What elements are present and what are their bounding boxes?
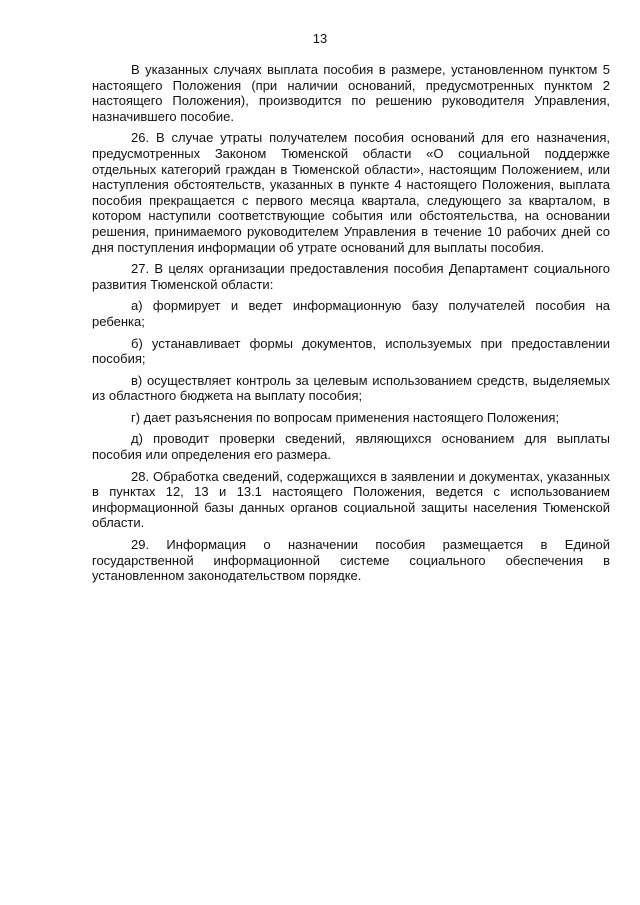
paragraph-payment-cases: В указанных случаях выплата пособия в размере, установленном пунктом 5 настоящего Положения (при наличии оснований, предусмотренных пунктом 2 настоящего Положения), производится по решению руководителя Управления, назначившего пособие.	[92, 62, 610, 124]
paragraph-27-v: в) осуществляет контроль за целевым использованием средств, выделяемых из областного бюджета на выплату пособия;	[92, 372, 610, 404]
document-body	[92, 62, 610, 590]
page-number: 13	[312, 31, 328, 46]
paragraph-28: 28. Обработка сведений, содержащихся в заявлении и документах, указанных в пунктах 12, 13 и 13.1 настоящего Положения, ведется с использованием информационной базы данных органов социальной защиты населения Тюменской области.	[92, 468, 610, 531]
paragraph-29: 29. Информация о назначении пособия размещается в Единой государственной информационной системе социального обеспечения в установленном законодательством порядке.	[92, 537, 610, 584]
paragraph-27-a: а) формирует и ведет информационную базу получателей пособия на ребенка;	[92, 298, 610, 329]
paragraph-27-g: г) дает разъяснения по вопросам применения настоящего Положения;	[131, 409, 560, 425]
paragraph-27-d: д) проводит проверки сведений, являющихся основанием для выплаты пособия или определения его размера.	[92, 431, 610, 463]
paragraph-27: 27. В целях организации предоставления пособия Департамент социального развития Тюменской области:	[92, 261, 610, 292]
paragraph-26: 26. В случае утраты получателем пособия оснований для его назначения, предусмотренных Законом Тюменской области «О социальной поддержке отдельных категорий граждан в Тюменской области», настоящим Положением, или наступления обстоятельств, указанных в пункте 4 настоящего Положения, выплата пособия прекращается с первого месяца квартала, следующего за кварталом, в котором наступили соответствующие события или обстоятельства, на основании решения, принимаемого руководителем Управления в течение 10 рабочих дней со дня поступления информации об утрате оснований для выплаты пособия.	[92, 130, 610, 255]
paragraph-27-b: б) устанавливает формы документов, используемых при предоставлении пособия;	[92, 335, 610, 367]
